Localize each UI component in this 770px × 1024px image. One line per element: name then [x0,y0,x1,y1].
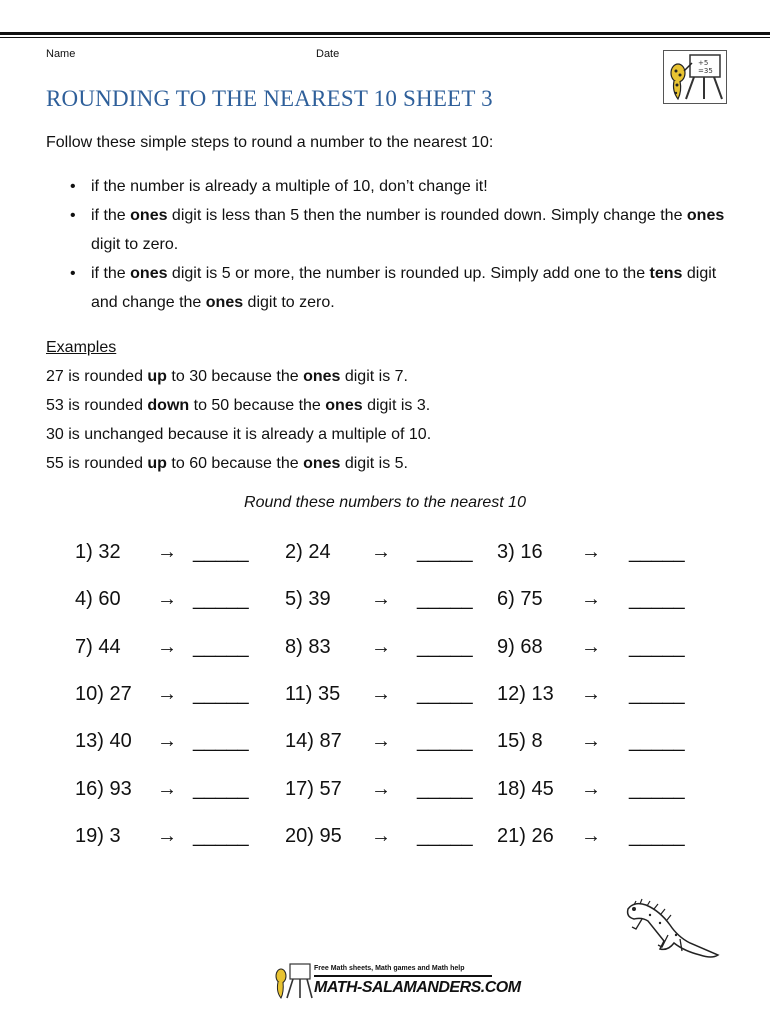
problem-number: 6) 75 [497,588,543,611]
footer-underline [314,975,492,977]
answer-blank[interactable]: _____ [417,635,473,658]
name-label: Name [46,48,76,60]
text-run: digit to zero. [243,294,335,311]
answer-blank[interactable]: _____ [193,635,249,658]
bold-term: ones [130,207,168,224]
answer-blank[interactable]: _____ [629,824,685,847]
step-item [46,172,726,201]
problem-number: 14) 87 [285,730,342,753]
arrow-right-icon: → [581,588,601,611]
arrow-right-icon: → [581,682,601,705]
bold-term: tens [649,265,683,282]
salamander-illustration [620,895,730,970]
step-item [46,201,726,259]
bullet-icon: • [70,265,76,282]
bold-term: ones [325,397,363,414]
arrow-right-icon: → [371,824,391,847]
bold-term: ones [303,368,341,385]
arrow-right-icon: → [157,541,177,563]
problem-number: 20) 95 [285,824,342,847]
arrow-right-icon: → [581,541,601,563]
arrow-right-icon: → [157,588,177,611]
problem-number: 5) 39 [285,588,331,611]
step-item [46,259,726,317]
arrow-right-icon: → [157,635,177,658]
arrow-right-icon: → [371,541,391,563]
answer-blank[interactable]: _____ [629,777,685,800]
arrow-right-icon: → [157,777,177,800]
problem-number: 1) 32 [75,541,121,563]
problem-number: 4) 60 [75,588,121,611]
bullet-icon: • [70,207,76,224]
answer-blank[interactable]: _____ [417,777,473,800]
answer-blank[interactable]: _____ [629,541,685,563]
problem-number: 16) 93 [75,777,132,800]
arrow-right-icon: → [157,682,177,705]
examples-heading: Examples [46,339,117,356]
example-line [46,391,430,420]
problem-number: 17) 57 [285,777,342,800]
footer-tagline: Free Math sheets, Math games and Math help [314,965,465,972]
arrow-right-icon: → [371,588,391,611]
answer-blank[interactable]: _____ [193,588,249,611]
example-line [46,449,408,478]
arrow-right-icon: → [371,777,391,800]
problem-number: 15) 8 [497,730,543,753]
text-run: if the [91,265,131,282]
footer-logo [272,960,521,1000]
text-run: to 60 because the [166,455,304,472]
problem-number: 21) 26 [497,824,554,847]
math-salamanders-logo [663,50,727,104]
svg-text:+5: +5 [698,59,709,67]
bold-term: up [147,455,167,472]
footer-logo-icon [272,960,314,1000]
text-run: digit is less than 5 then the number is rounded down. Simply change the [167,207,687,224]
instruction-text: Round these numbers to the nearest 10 [244,494,526,511]
bold-term: ones [686,207,725,224]
answer-blank[interactable]: _____ [417,682,473,705]
answer-blank[interactable]: _____ [417,824,473,847]
problem-number: 11) 35 [285,682,341,705]
arrow-right-icon: → [157,730,177,753]
date-label: Date [316,48,340,60]
text-run: digit to zero. [91,236,179,253]
text-run: if the number is already a multiple of 10, don’t change it! [91,178,488,195]
arrow-right-icon: → [371,730,391,753]
text-run: 30 is unchanged because it is already a multiple of 10. [46,426,432,443]
svg-text:=35: =35 [698,67,713,75]
problem-number: 13) 40 [75,730,132,753]
problem-number: 2) 24 [285,541,331,563]
answer-blank[interactable]: _____ [417,730,473,753]
bold-term: ones [205,294,244,311]
arrow-right-icon: → [581,730,601,753]
problem-number: 8) 83 [285,635,331,658]
answer-blank[interactable]: _____ [629,730,685,753]
arrow-right-icon: → [371,682,391,705]
problem-number: 7) 44 [75,635,121,658]
arrow-right-icon: → [581,635,601,658]
top-rule-thin [0,37,770,38]
page-title: ROUNDING TO THE NEAREST 10 SHEET 3 [46,86,493,111]
answer-blank[interactable]: _____ [629,635,685,658]
text-run: if the [91,207,131,224]
example-line [46,420,431,449]
text-run: digit is 5 or more, the number is rounded up. Simply add one to the [167,265,650,282]
answer-blank[interactable]: _____ [193,777,249,800]
text-run: digit and change the [91,265,717,311]
problem-number: 10) 27 [75,682,132,705]
text-run: 55 is rounded [46,455,148,472]
answer-blank[interactable]: _____ [193,541,249,563]
intro-text: Follow these simple steps to round a number to the nearest 10: [46,134,494,151]
problem-number: 18) 45 [497,777,554,800]
answer-blank[interactable]: _____ [417,588,473,611]
text-run: digit is 7. [340,368,408,385]
text-run: to 30 because the [166,368,304,385]
answer-blank[interactable]: _____ [417,541,473,563]
text-run: digit is 3. [362,397,431,414]
problem-number: 3) 16 [497,541,543,563]
arrow-right-icon: → [581,777,601,800]
problem-number: 12) 13 [497,682,554,705]
problem-number: 9) 68 [497,635,543,658]
text-run: to 50 because the [189,397,326,414]
text-run: digit is 5. [340,455,408,472]
answer-blank[interactable]: _____ [629,588,685,611]
problem-number: 19) 3 [75,824,121,847]
answer-blank[interactable]: _____ [193,824,249,847]
answer-blank[interactable]: _____ [193,682,249,705]
bold-term: ones [303,455,341,472]
footer-site: MATH-SALAMANDERS.COM [314,979,521,996]
example-line [46,362,408,391]
arrow-right-icon: → [371,635,391,658]
bold-term: ones [130,265,168,282]
answer-blank[interactable]: _____ [193,730,249,753]
arrow-right-icon: → [581,824,601,847]
bold-term: up [147,368,167,385]
top-rule-thick [0,32,770,35]
steps-list [46,172,726,317]
text-run: 53 is rounded [46,397,148,414]
bullet-icon: • [70,178,76,195]
bold-term: down [147,397,190,414]
text-run: 27 is rounded [46,368,148,385]
answer-blank[interactable]: _____ [629,682,685,705]
arrow-right-icon: → [157,824,177,847]
